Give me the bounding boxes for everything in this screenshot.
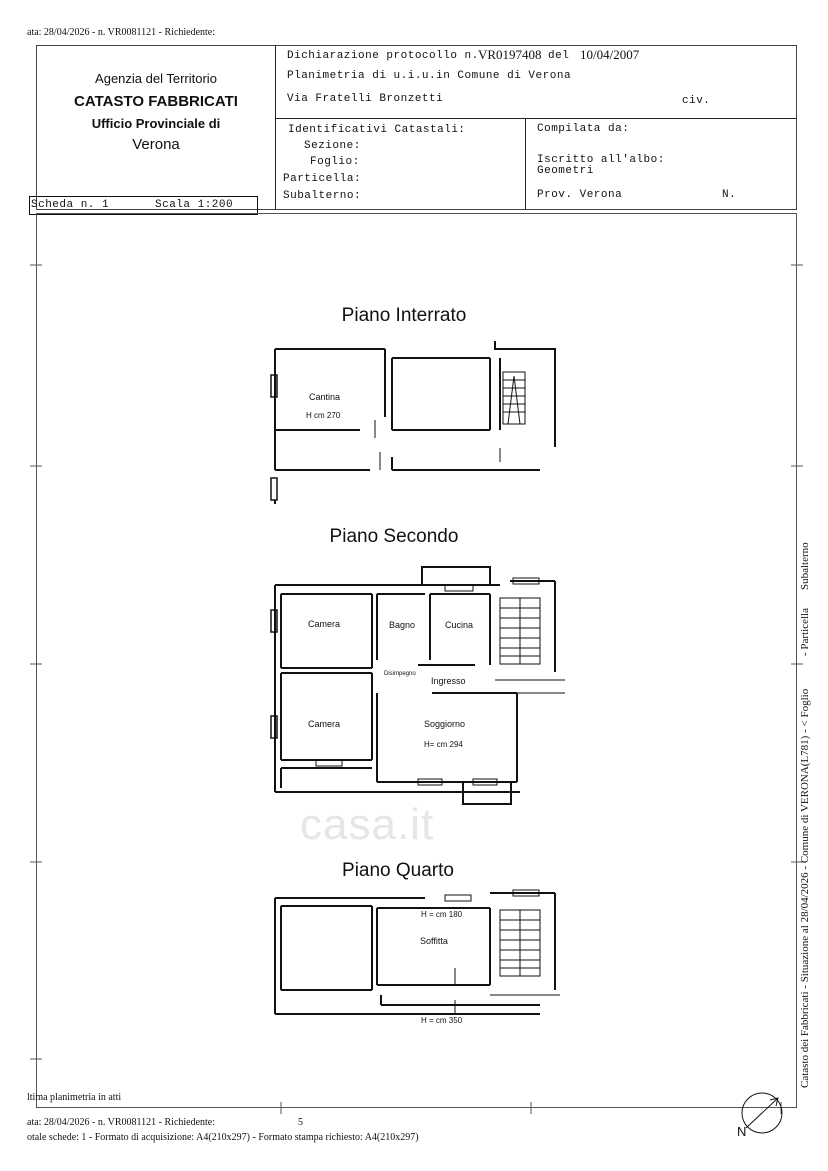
catasto-title: CATASTO FABBRICATI: [74, 93, 238, 110]
plan-interrato: [271, 341, 555, 504]
piano-quarto-title: Piano Quarto: [342, 860, 454, 881]
side-subalterno-text: Subalterno: [799, 542, 811, 590]
subalterno-label: Subalterno:: [283, 190, 362, 202]
planimetria-line: Planimetria di u.i.u.in Comune di Verona: [287, 70, 572, 82]
decl-number: VR0197408: [478, 47, 542, 62]
north-arrow-symbol: [742, 1093, 782, 1133]
agency-name: Agenzia del Territorio: [95, 71, 217, 86]
ufficio-provinciale: Ufficio Provinciale di: [91, 116, 221, 131]
decl-date: 10/04/2007: [580, 47, 640, 62]
footer-ultima-planimetria: ltima planimetria in atti: [27, 1092, 122, 1103]
room-soffitta: Soffitta: [420, 936, 448, 946]
footer-data-line: ata: 28/04/2026 - n. VR0081121 - Richiedente:: [27, 1117, 216, 1128]
plan-quarto: [275, 890, 560, 1014]
room-camera-1: Camera: [308, 619, 341, 629]
scala-label: Scala 1:200: [155, 199, 234, 211]
compilata-label: Compilata da:: [537, 123, 630, 135]
north-label: N: [737, 1124, 747, 1139]
plan-secondo: [271, 567, 565, 804]
room-disimpegno: Disimpegno: [384, 671, 416, 677]
side-particella-text: - Particella: [799, 608, 811, 656]
room-bagno: Bagno: [389, 620, 416, 630]
footer-totale-schede: otale schede: 1 - Formato di acquisizione: A4(210x297) - Formato stampa richiesto: A4(210x297): [27, 1132, 419, 1143]
piano-interrato-title: Piano Interrato: [341, 305, 467, 326]
soffitta-height-350: H = cm 350: [421, 1016, 463, 1025]
prov-label: Prov. Verona: [537, 189, 623, 201]
geometri-label: Geometri: [537, 165, 594, 177]
watermark-logo: casa.it: [300, 800, 435, 849]
soggiorno-height: H= cm 294: [424, 740, 463, 749]
sezione-label: Sezione:: [304, 140, 361, 152]
ufficio-city: Verona: [132, 136, 180, 153]
scheda-label: Scheda n. 1: [31, 199, 110, 211]
frame-tick-marks: [30, 265, 803, 1114]
decl-del: del: [548, 50, 570, 62]
side-situazione-text: Catasto dei Fabbricati - Situazione al 28/04/2026 - Comune di VERONA(L781) - < Foglio: [799, 688, 811, 1088]
room-cucina: Cucina: [445, 620, 474, 630]
particella-label: Particella:: [283, 173, 362, 185]
decl-label: Dichiarazione protocollo n.: [287, 50, 479, 62]
n-label: N.: [722, 189, 737, 201]
room-soggiorno: Soggiorno: [424, 719, 466, 729]
soffitta-height-180: H = cm 180: [421, 910, 463, 919]
foglio-label: Foglio:: [310, 156, 360, 168]
cantina-height: H cm 270: [306, 411, 341, 420]
piano-secondo-title: Piano Secondo: [329, 526, 459, 547]
room-ingresso: Ingresso: [431, 676, 466, 686]
identificativi-label: Identificativi Catastali:: [288, 124, 466, 136]
room-camera-2: Camera: [308, 719, 341, 729]
civ-label: civ.: [682, 95, 711, 107]
footer-data-number: 5: [298, 1117, 303, 1128]
address-line: Via Fratelli Bronzetti: [287, 93, 444, 105]
top-request-note: ata: 28/04/2026 - n. VR0081121 - Richiedente:: [27, 27, 216, 38]
iscritto-label: Iscritto all'albo:: [537, 154, 665, 166]
room-cantina: Cantina: [309, 392, 341, 402]
